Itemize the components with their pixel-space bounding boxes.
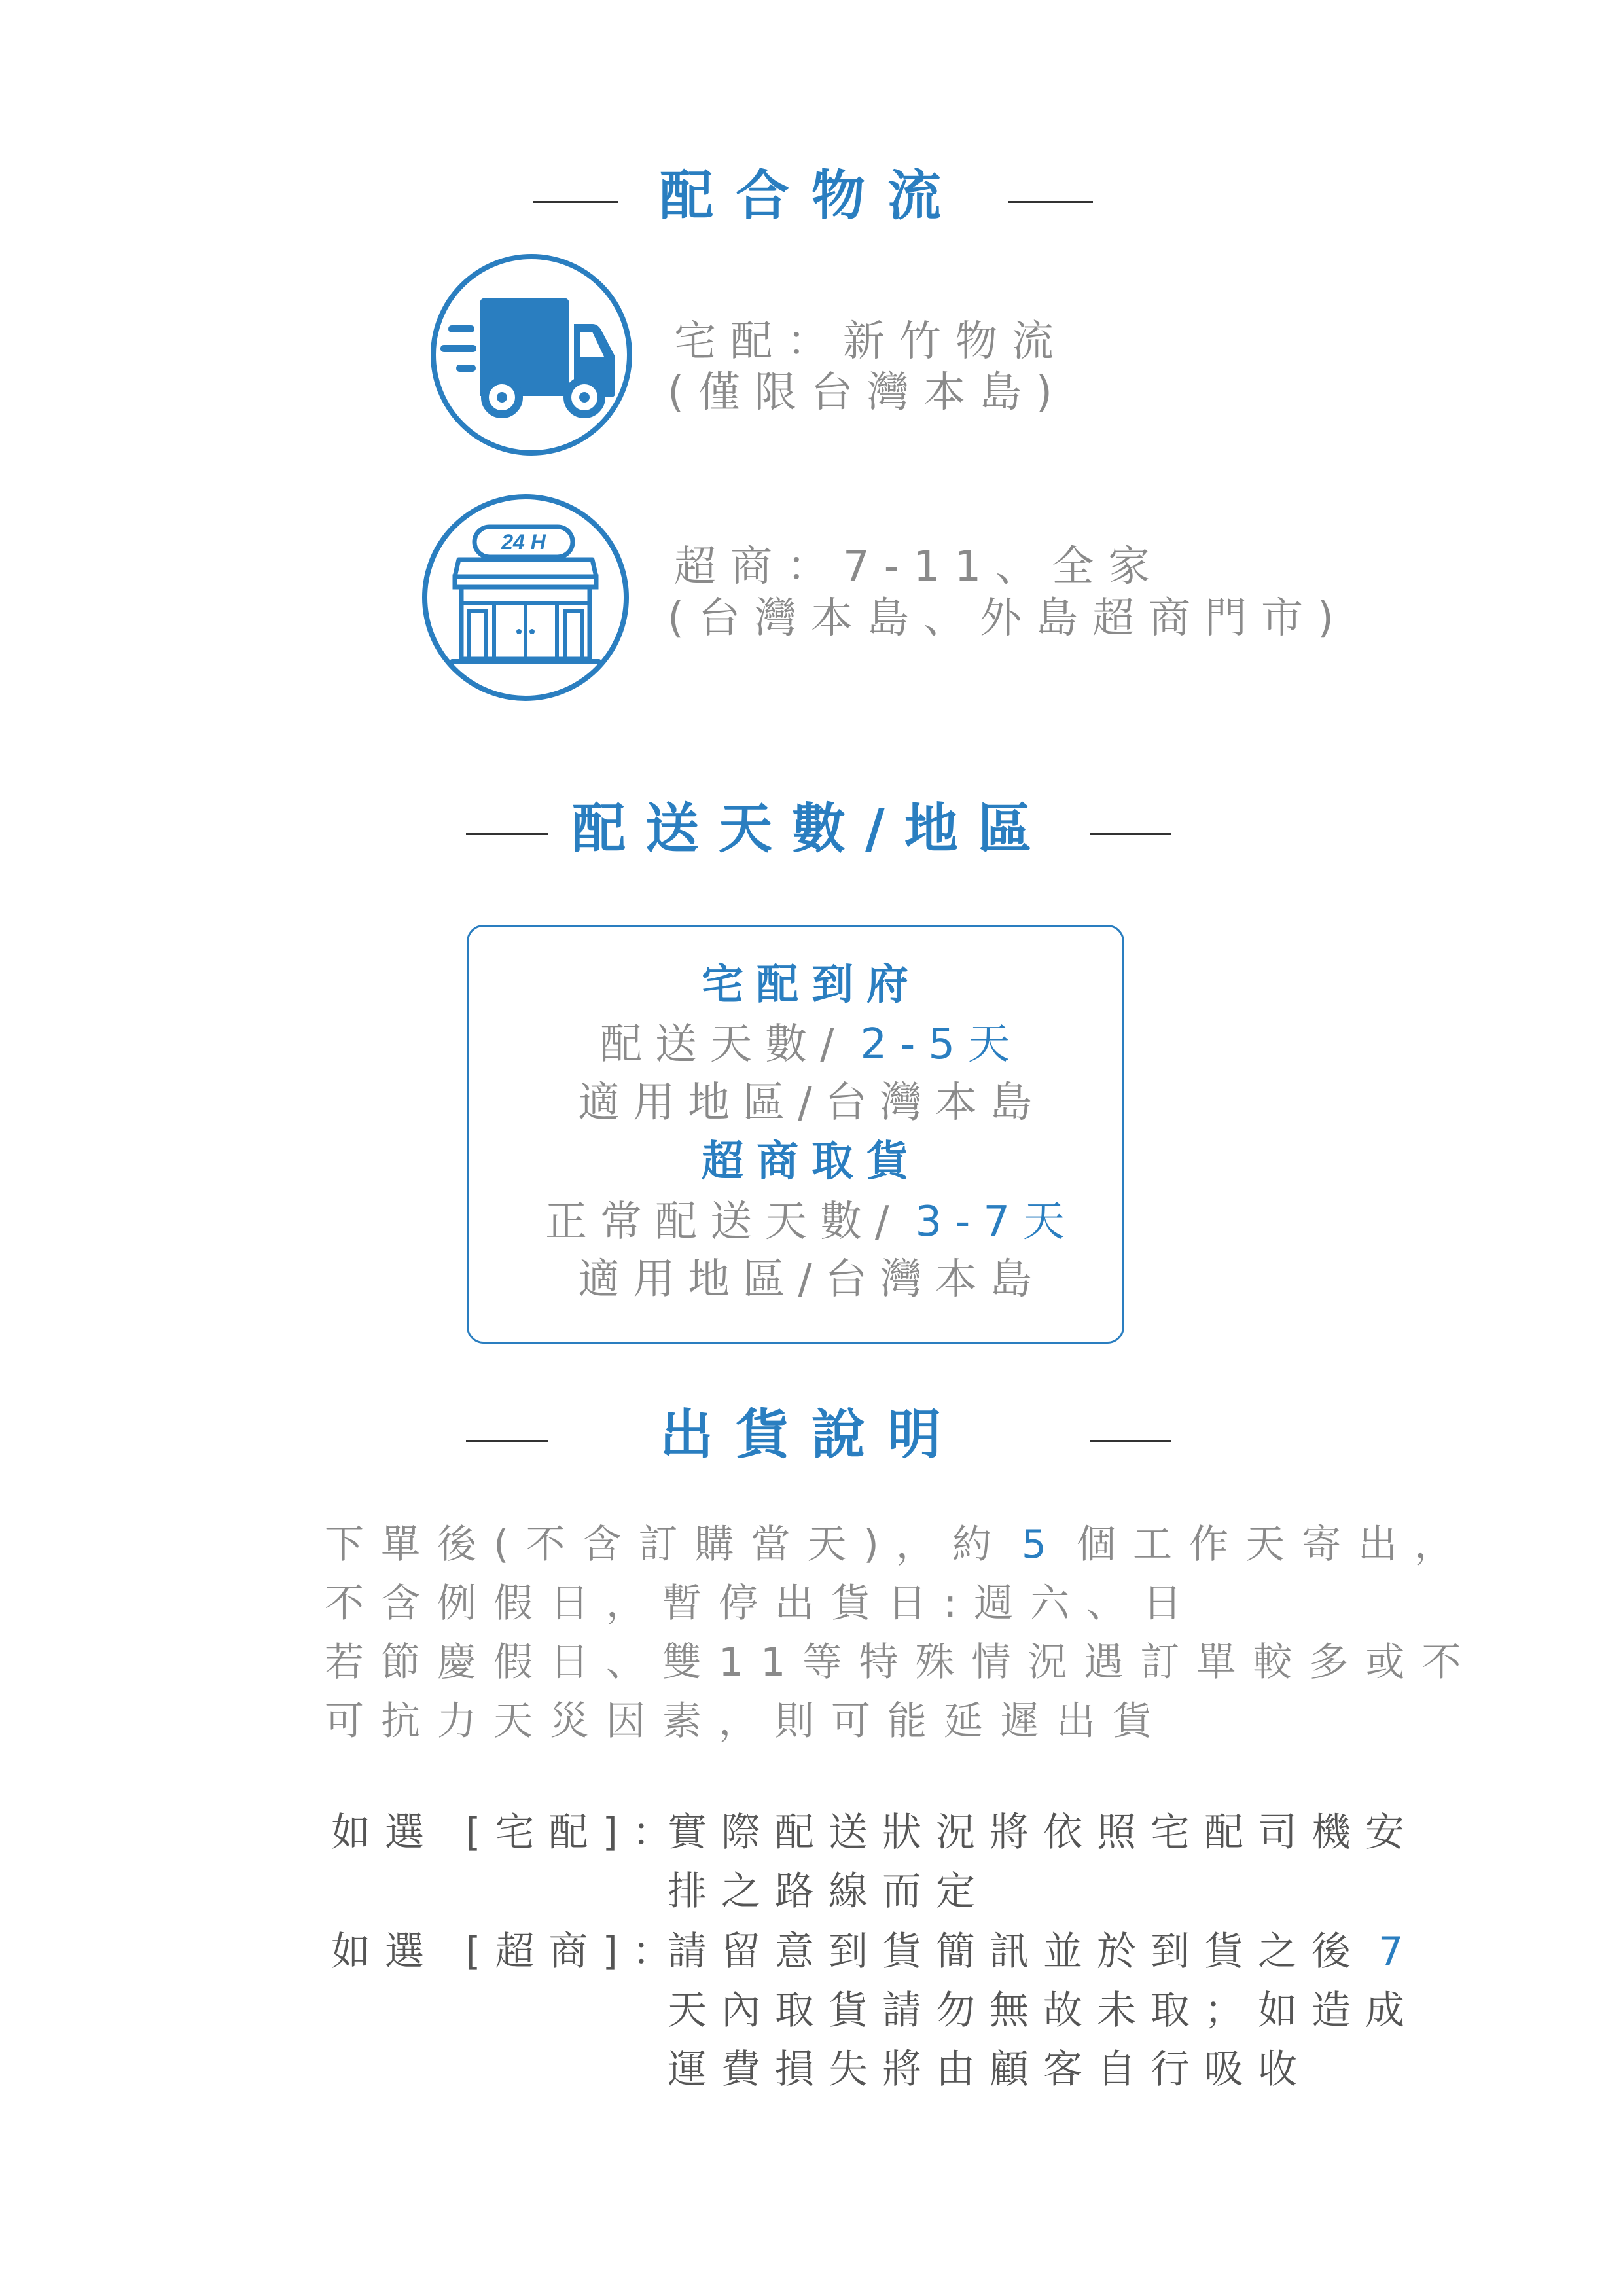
store-days-value: 3-7天 xyxy=(915,1198,1079,1246)
note-store-line-3: 運費損失將由顧客自行吸收 xyxy=(668,2047,1311,2092)
store-region-note: (台灣本島、外島超商門市) xyxy=(668,594,1348,643)
section2-right-rule xyxy=(1090,833,1171,835)
store-badge-text: 24 H xyxy=(501,530,546,554)
home-delivery-region: 適用地區/台灣本島 xyxy=(578,1079,1045,1127)
home-days-value: 2-5天 xyxy=(860,1020,1024,1069)
shipping-para-line-4: 可抗力天災因素，則可能延遲出貨 xyxy=(325,1698,1169,1744)
shipping-para-line-1 xyxy=(325,1518,1471,1571)
note-store-days-number: 7 xyxy=(1378,1929,1418,1975)
section3-title: 出貨說明 xyxy=(659,1404,963,1466)
delivery-region-note: (僅限台灣本島) xyxy=(668,368,1067,417)
note-home-line-1: 實際配送狀況將依照宅配司機安 xyxy=(668,1810,1419,1856)
note-home-label: 如選 [宅配]： xyxy=(331,1810,686,1856)
shipping-para-line-1-pre: 下單後(不含訂購當天)，約 xyxy=(325,1522,1008,1568)
delivery-carrier-text: 宅配：新竹物流 xyxy=(674,317,1068,366)
home-delivery-title: 宅配到府 xyxy=(702,961,921,1009)
section1-title: 配合物流 xyxy=(659,165,963,227)
home-delivery-days xyxy=(0,1018,1623,1071)
store-pickup-title: 超商取貨 xyxy=(702,1138,921,1186)
section2-title: 配送天數/地區 xyxy=(572,798,1051,860)
note-store-line-1 xyxy=(668,1926,1418,1978)
section1-right-rule xyxy=(1008,201,1093,203)
home-days-label: 配送天數/ xyxy=(599,1020,847,1069)
section3-right-rule xyxy=(1090,1440,1171,1442)
note-store-line-1-pre: 請留意到貨簡訊並於到貨之後 xyxy=(668,1929,1365,1975)
note-home-line-2: 排之路線而定 xyxy=(668,1869,990,1914)
note-store-label: 如選 [超商]： xyxy=(331,1929,686,1975)
store-pickup-region: 適用地區/台灣本島 xyxy=(578,1255,1045,1304)
shipping-para-line-3: 若節慶假日、雙11等特殊情況遇訂單較多或不 xyxy=(325,1640,1478,1685)
shipping-para-line-1-post: 個工作天寄出， xyxy=(1077,1522,1471,1568)
store-days-label: 正常配送天數/ xyxy=(544,1198,902,1246)
store-pickup-days xyxy=(0,1196,1623,1248)
delivery-truck-icon xyxy=(429,252,635,458)
note-store-line-2: 天內取貨請勿無故未取；如造成 xyxy=(668,1988,1419,2034)
shipping-work-days-number: 5 xyxy=(1021,1522,1064,1568)
shipping-para-line-2: 不含例假日，暫停出貨日:週六、日 xyxy=(325,1581,1200,1626)
store-chain-text: 超商：7-11、全家 xyxy=(674,543,1165,591)
convenience-store-24h-icon xyxy=(421,493,630,702)
